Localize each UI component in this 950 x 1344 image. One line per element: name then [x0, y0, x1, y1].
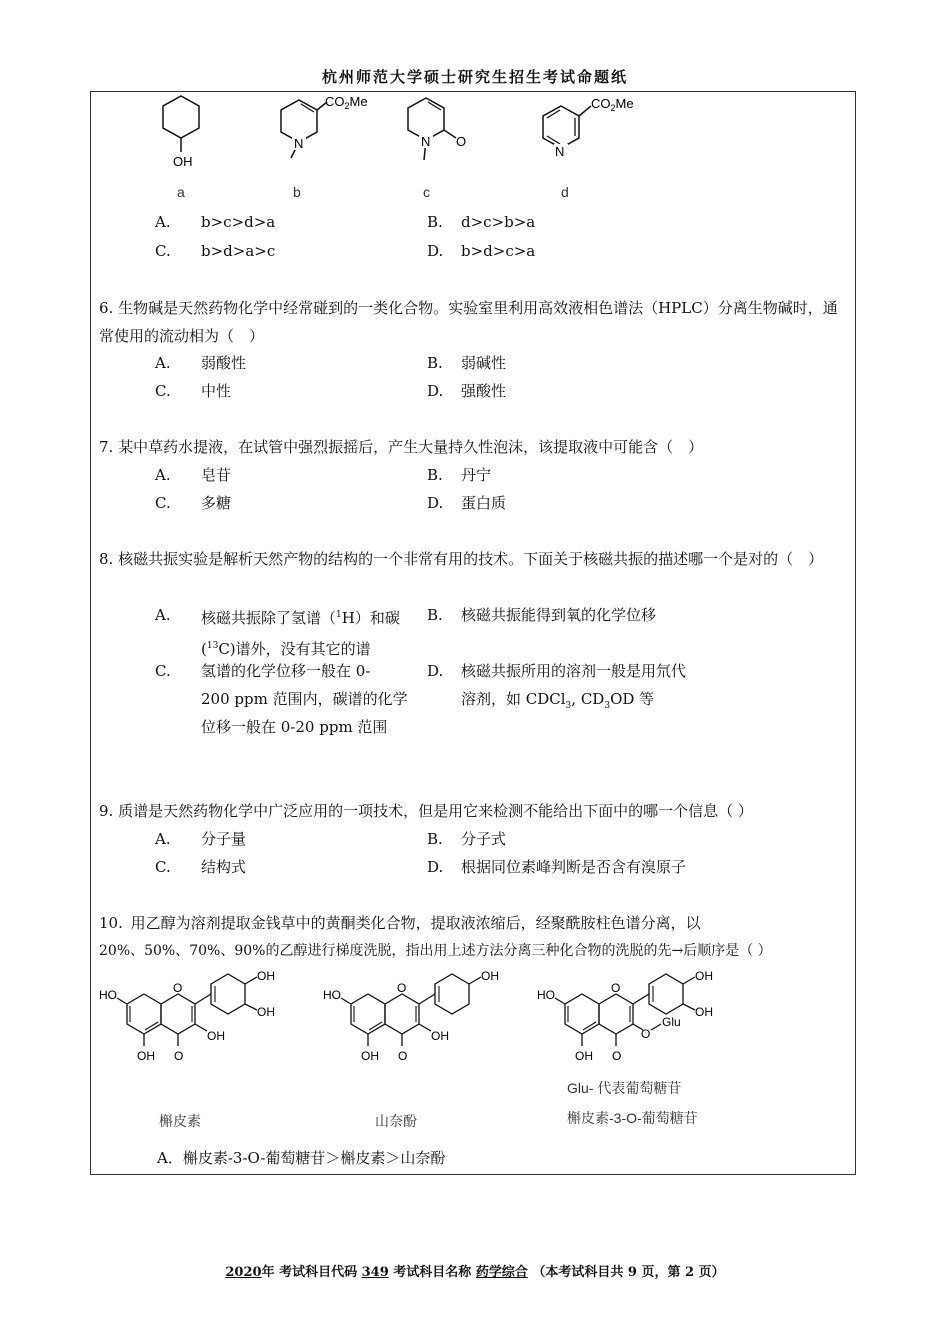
- molecule-c-label: c: [423, 184, 430, 200]
- caption-quercetin-glucoside: 槲皮素-3-O-葡萄糖苷: [567, 1110, 698, 1126]
- option-letter: C.: [155, 382, 171, 400]
- molecule-a-label: a: [177, 184, 185, 200]
- q6-option-c[interactable]: 中性: [201, 382, 232, 400]
- option-letter: D.: [427, 494, 444, 512]
- svg-text:O: O: [641, 1027, 651, 1041]
- atom-label: OH: [173, 154, 193, 169]
- svg-text:O: O: [397, 981, 407, 995]
- svg-text:CO2Me: $CO_2Me$: [591, 96, 634, 113]
- q5-option-c[interactable]: b>d>a>c: [201, 242, 276, 260]
- svg-text:O: O: [398, 1049, 408, 1063]
- option-letter: D.: [427, 858, 444, 876]
- atom-label: N: [555, 144, 565, 159]
- option-letter: C.: [155, 494, 171, 512]
- phenol-structure-icon: [151, 92, 211, 182]
- question-9-text: 9. 质谱是天然药物化学中广泛应用的一项技术，但是用它来检测不能给出下面中的哪一个信息（ ）: [99, 802, 753, 820]
- page-header: 杭州师范大学硕士研究生招生考试命题纸: [321, 68, 628, 86]
- q9-option-c[interactable]: 结构式: [201, 858, 247, 876]
- option-letter: D.: [427, 382, 444, 400]
- molecule-c: [396, 92, 486, 187]
- flavonoid-structure-icon: [323, 966, 533, 1076]
- svg-text:O: O: [611, 981, 621, 995]
- molecule-d: [531, 92, 661, 187]
- q5-option-d[interactable]: b>d>c>a: [461, 242, 536, 260]
- option-letter: B.: [427, 354, 443, 372]
- svg-text:O: O: [173, 981, 183, 995]
- molecule-b: [259, 92, 379, 187]
- question-7-text: 7. 某中草药水提液，在试管中强烈振摇后，产生大量持久性泡沫，该提取液中可能含（ ）: [99, 438, 704, 456]
- flavonoid-structure-icon: [99, 966, 309, 1076]
- caption-quercetin: 槲皮素: [159, 1113, 201, 1129]
- atom-label: N: [294, 136, 304, 151]
- caption-kaempferol: 山奈酚: [375, 1113, 417, 1129]
- question-6-text: 6. 生物碱是天然药物化学中经常碰到的一类化合物。实验室里利用高效液相色谱法（HPLC）分离生物碱时，通常使用的流动相为（ ）: [99, 299, 838, 345]
- q8-option-c[interactable]: 氢谱的化学位移一般在 0- 200 ppm 范围内，碳谱的化学 位移一般在 0-20 ppm 范围: [201, 662, 408, 736]
- molecule-a: [151, 92, 211, 187]
- option-letter: A.: [155, 213, 171, 231]
- option-letter: C.: [155, 242, 171, 260]
- atom-label: O: [456, 134, 467, 149]
- footer-year: 2020: [225, 1265, 262, 1280]
- question-8-text: 8. 核磁共振实验是解析天然产物的结构的一个非常有用的技术。下面关于核磁共振的描述哪一个是对的（ ）: [99, 550, 824, 568]
- svg-text:O: O: [174, 1049, 184, 1063]
- option-letter: B.: [427, 466, 443, 484]
- footer-subject: 药学综合: [475, 1265, 528, 1280]
- glu-note: Glu- 代表葡萄糖苷: [567, 1080, 682, 1096]
- atom-label: N: [421, 134, 431, 149]
- dihydropyridinone-icon: [396, 92, 486, 182]
- svg-text:OH: OH: [575, 1049, 593, 1063]
- svg-text:OH: OH: [481, 969, 499, 983]
- option-letter: A.: [155, 354, 171, 372]
- option-letter: D.: [427, 242, 444, 260]
- q9-option-a[interactable]: 分子量: [201, 830, 247, 848]
- option-letter: B.: [427, 606, 443, 624]
- q7-option-a[interactable]: 皂苷: [201, 466, 232, 484]
- svg-text:OH: OH: [257, 1005, 275, 1019]
- option-letter: B.: [427, 213, 443, 231]
- svg-text:OH: OH: [695, 1005, 713, 1019]
- flavonoid-structure-icon: [537, 966, 747, 1076]
- svg-text:HO: HO: [99, 988, 117, 1002]
- molecule-b-label: b: [293, 184, 301, 200]
- q7-option-d[interactable]: 蛋白质: [461, 494, 507, 512]
- quercetin-structure: [99, 966, 309, 1081]
- svg-text:OH: OH: [361, 1049, 379, 1063]
- svg-text:OH: OH: [137, 1049, 155, 1063]
- svg-text:Glu: Glu: [662, 1015, 681, 1029]
- tetrahydropyridine-ester-icon: [259, 92, 379, 182]
- option-letter: C.: [155, 662, 171, 680]
- svg-text:OH: OH: [695, 969, 713, 983]
- methyl-nicotinate-icon: [531, 92, 661, 182]
- q7-option-b[interactable]: 丹宁: [461, 466, 492, 484]
- q8-option-b[interactable]: 核磁共振能得到氧的化学位移: [461, 606, 657, 624]
- q6-option-b[interactable]: 弱碱性: [461, 354, 507, 372]
- option-letter: C.: [155, 858, 171, 876]
- q7-option-c[interactable]: 多糖: [201, 494, 232, 512]
- q5-option-a[interactable]: b>c>d>a: [201, 213, 276, 231]
- footer-pages: （本考试科目共 9 页，第 2 页）: [527, 1265, 725, 1280]
- option-letter: A.: [155, 466, 171, 484]
- q9-option-d[interactable]: 根据同位素峰判断是否含有溴原子: [461, 858, 687, 876]
- option-letter: A.: [155, 606, 171, 624]
- svg-text:HO: HO: [323, 988, 341, 1002]
- q6-option-d[interactable]: 强酸性: [461, 382, 507, 400]
- q8-option-d[interactable]: 核磁共振所用的溶剂一般是用氘代 溶剂，如 CDCl$_3$, $CD_3OD$ 等: [461, 662, 687, 711]
- page-footer: 2020年 考试科目代码 349 考试科目名称 药学综合 （本考试科目共 9 页，第 2 页）: [225, 1265, 725, 1280]
- svg-text:OH: OH: [431, 1029, 449, 1043]
- q8-option-a[interactable]: 核磁共振除了氢谱（$^1$H）和碳 ($^{13}$C)谱外，没有其它的谱: [201, 609, 400, 658]
- svg-text:HO: HO: [537, 988, 555, 1002]
- question-10-line1: 10. 用乙醇为溶剂提取金钱草中的黄酮类化合物，提取液浓缩后，经聚酰胺柱色谱分离，以: [99, 914, 701, 932]
- svg-text:OH: OH: [257, 969, 275, 983]
- question-frame: [90, 91, 856, 1175]
- kaempferol-structure: [323, 966, 533, 1081]
- question-10-line2: 20%、50%、70%、90%的乙醇进行梯度洗脱，指出用上述方法分离三种化合物的洗脱的先→后顺序是（ ）: [99, 943, 772, 959]
- svg-text:CO2Me: $CO_2Me$: [325, 94, 368, 111]
- molecule-d-label: d: [561, 184, 569, 200]
- quercetin-glucoside-structure: [537, 966, 747, 1081]
- svg-text:O: O: [612, 1049, 622, 1063]
- svg-text:OH: OH: [207, 1029, 225, 1043]
- q5-option-b[interactable]: d>c>b>a: [461, 213, 536, 231]
- q9-option-b[interactable]: 分子式: [461, 830, 507, 848]
- option-letter: D.: [427, 662, 444, 680]
- option-letter: B.: [427, 830, 443, 848]
- footer-code: 349: [361, 1265, 389, 1280]
- option-letter: A.: [155, 830, 171, 848]
- q10-option-a[interactable]: A．槲皮素-3-O-葡萄糖苷＞槲皮素＞山奈酚: [157, 1149, 446, 1167]
- q6-option-a[interactable]: 弱酸性: [201, 354, 247, 372]
